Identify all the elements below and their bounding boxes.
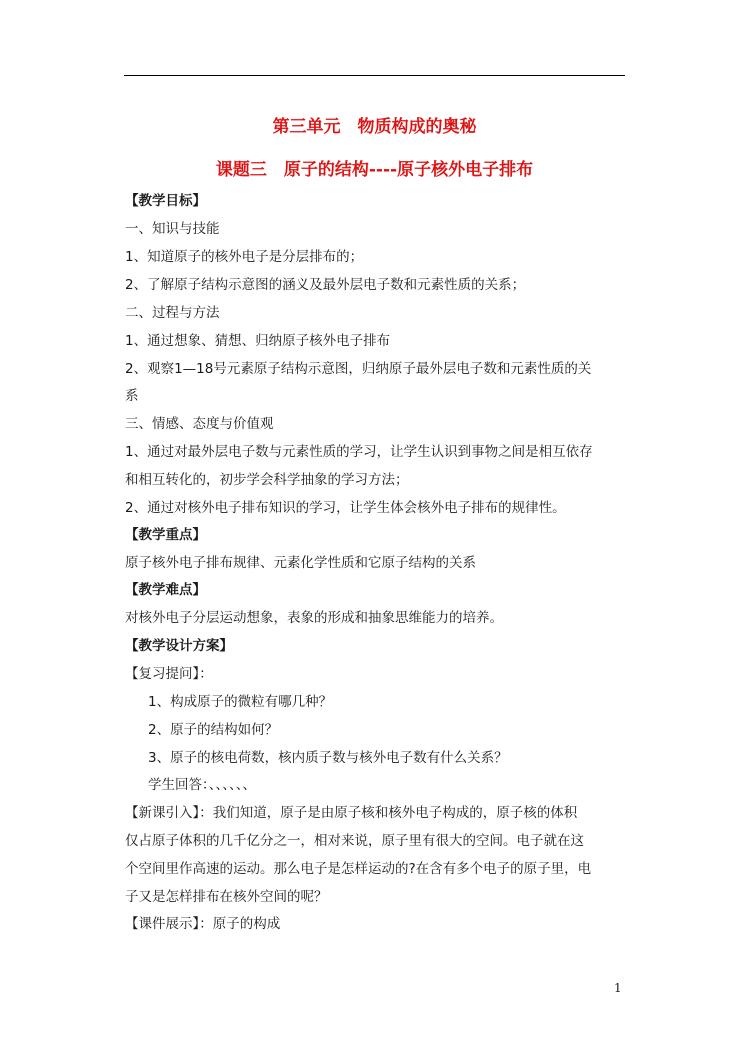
text-line: 二、过程与方法 [125,305,220,321]
text-line: 一、知识与技能 [125,221,220,237]
text-line: 1、通过对最外层电子数与元素性质的学习，让学生认识到事物之间是相互依存 [125,444,593,460]
text-line: 三、情感、态度与价值观 [125,416,274,432]
text-line: 2、原子的结构如何？ [148,722,279,738]
section-heading-difficulties: 【教学难点】 [125,582,206,598]
text-line: 3、原子的核电荷数，核内质子数与核外电子数有什么关系？ [148,750,508,766]
text-line: 对核外电子分层运动想象，表象的形成和抽象思维能力的培养。 [125,610,503,626]
section-heading-objectives: 【教学目标】 [125,193,206,209]
text-line: 个空间里作高速的运动。那么电子是怎样运动的?在含有多个电子的原子里，电 [125,861,592,877]
text-line: 【新课引入】：我们知道，原子是由原子核和核外电子构成的，原子核的体积 [125,805,578,821]
text-line: 【复习提问】： [125,666,213,682]
text-line: 1、构成原子的微粒有哪几种？ [148,694,333,710]
text-line: 2、观察1—18号元素原子结构示意图，归纳原子最外层电子数和元素性质的关 [125,361,592,377]
unit-title: 第三单元 物质构成的奥秘 [272,117,477,137]
text-line: 子又是怎样排布在核外空间的呢？ [125,889,328,905]
text-line: 仅占原子体积的几千亿分之一，相对来说，原子里有很大的空间。电子就在这 [125,833,584,849]
text-line: 和相互转化的，初步学会科学抽象的学习方法； [125,472,409,488]
text-line: 【课件展示】：原子的构成 [125,916,281,932]
section-heading-key-points: 【教学重点】 [125,527,206,543]
text-line: 学生回答：、、、、、、 [148,777,256,793]
text-line: 2、通过对核外电子排布知识的学习，让学生体会核外电子排布的规律性。 [125,500,566,516]
lesson-title: 课题三 原子的结构----原子核外电子排布 [215,160,534,180]
text-line: 1、通过想象、猜想、归纳原子核外电子排布 [125,333,391,349]
text-line: 1、知道原子的核外电子是分层排布的； [125,249,364,265]
header-rule [124,75,625,76]
text-line: 2、了解原子结构示意图的涵义及最外层电子数和元素性质的关系； [125,277,526,293]
page-number: 1 [614,981,622,995]
text-line: 系 [125,388,139,404]
text-line: 原子核外电子排布规律、元素化学性质和它原子结构的关系 [125,555,476,571]
section-heading-design: 【教学设计方案】 [125,638,233,654]
